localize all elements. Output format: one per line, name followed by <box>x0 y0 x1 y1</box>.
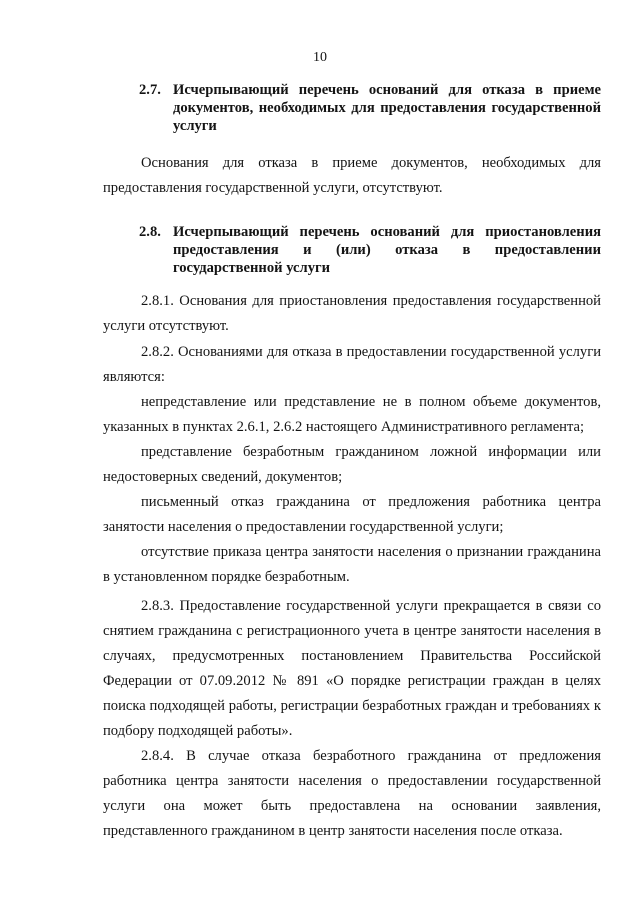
list-item-3: письменный отказ гражданина от предложения работника центра занятости населения о предоставлении государственной услуги; <box>103 494 601 535</box>
paragraph-2-8-3: 2.8.3. Предоставление государственной услуги прекращается в связи со снятием гражданина с регистрационного учета в центре занятости населения в случаях, предусмотренных постановлением Правительства Российской Федерации от 07.09.2012 № 891 «О порядке регистрации граждан в целях поиска подходящей работы, регистрации безработных граждан и требованиях к подбору подходящей работы». <box>103 598 601 739</box>
section-2-8-number: 2.8. <box>139 224 161 240</box>
section-2-8-title: Исчерпывающий перечень оснований для приостановления предоставления и (или) отказа в предоставлении государственной услуги <box>173 224 601 276</box>
paragraph-2-8-1: 2.8.1. Основания для приостановления предоставления государственной услуги отсутствуют. <box>103 293 601 334</box>
section-2-7-heading <box>139 81 601 135</box>
paragraph-2-8-2: 2.8.2. Основаниями для отказа в предоставлении государственной услуги являются: <box>103 344 601 385</box>
list-item-1: непредставление или представление не в полном объеме документов, указанных в пунктах 2.6.1, 2.6.2 настоящего Административного регламента; <box>103 394 601 435</box>
paragraph-2-8-4: 2.8.4. В случае отказа безработного гражданина от предложения работника центра занятости населения о предоставлении государственной услуги она может быть предоставлена на основании заявления, представленного гражданином в центр занятости населения после отказа. <box>103 748 601 839</box>
list-item-2: представление безработным гражданином ложной информации или недостоверных сведений, документов; <box>103 444 601 485</box>
section-2-7-number: 2.7. <box>139 82 161 98</box>
section-2-8-heading <box>139 223 601 277</box>
list-item-4: отсутствие приказа центра занятости населения о признании гражданина в установленном порядке безработным. <box>103 544 601 585</box>
section-2-7-title: Исчерпывающий перечень оснований для отказа в приеме документов, необходимых для предоставления государственной услуги <box>173 82 601 134</box>
page-number: 10 <box>313 50 327 65</box>
section-2-7-body: Основания для отказа в приеме документов, необходимых для предоставления государственной услуги, отсутствуют. <box>103 155 601 196</box>
